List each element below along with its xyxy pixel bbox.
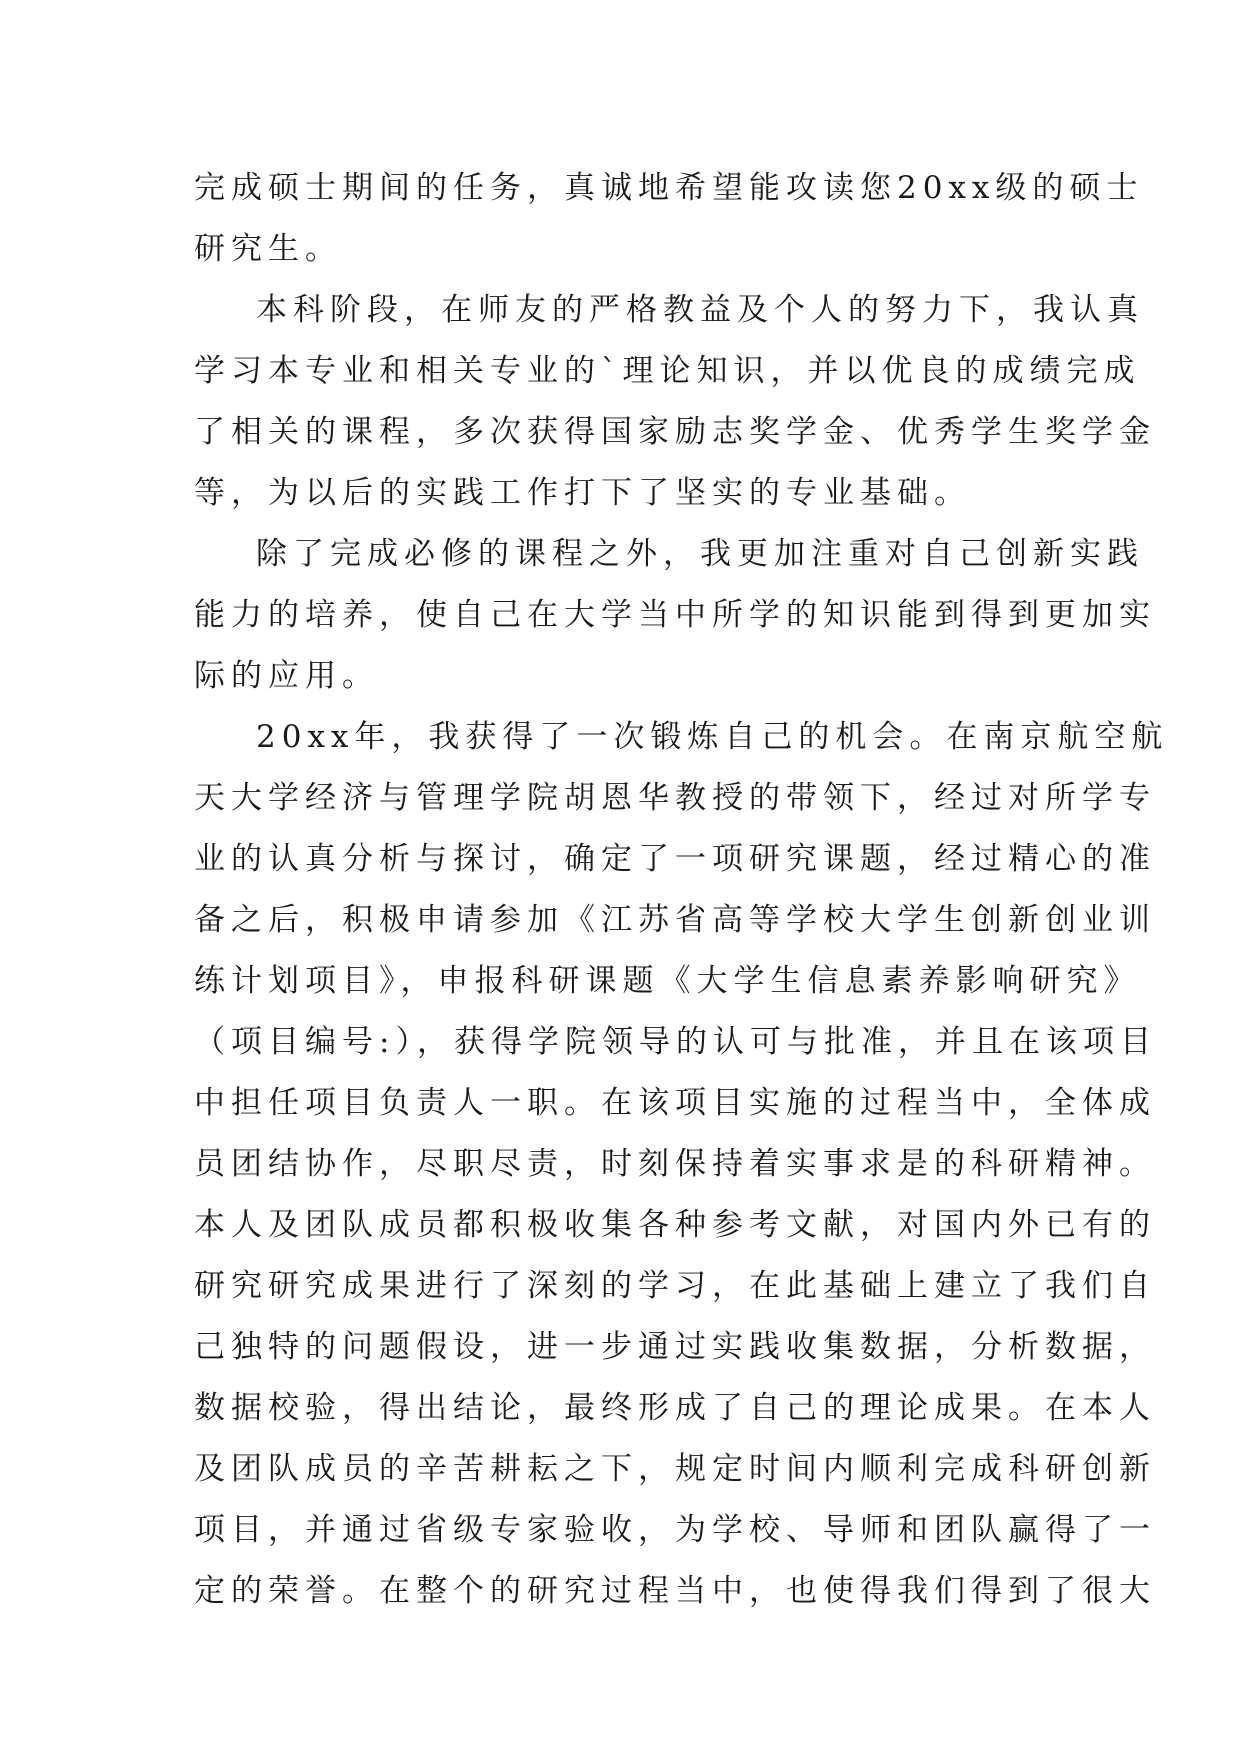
text-line: 了相关的课程，多次获得国家励志奖学金、优秀学生奖学金 [194, 414, 1156, 450]
text-line: 能力的培养，使自己在大学当中所学的知识能到得到更加实 [194, 597, 1156, 633]
text-line: 定的荣誉。在整个的研究过程当中，也使得我们得到了很大 [194, 1573, 1156, 1609]
text-line: 中担任项目负责人一职。在该项目实施的过程当中，全体成 [194, 1085, 1156, 1121]
body-text [194, 158, 1169, 1622]
text-line: 己独特的问题假设，进一步通过实践收集数据，分析数据， [194, 1329, 1156, 1365]
text-line: 业的认真分析与探讨，确定了一项研究课题，经过精心的准 [194, 841, 1156, 877]
text-line: 员团结协作，尽职尽责，时刻保持着实事求是的科研精神。 [194, 1146, 1156, 1182]
text-line: 本人及团队成员都积极收集各种参考文献，对国内外已有的 [194, 1207, 1156, 1243]
text-line: 研究生。 [194, 231, 342, 267]
paragraph-start-line: 本科阶段，在师友的严格教益及个人的努力下，我认真 [256, 292, 1144, 328]
paragraph-start-line: 除了完成必修的课程之外，我更加注重对自己创新实践 [256, 536, 1144, 572]
text-line: 数据校验，得出结论，最终形成了自己的理论成果。在本人 [194, 1390, 1156, 1426]
text-line: 等，为以后的实践工作打下了坚实的专业基础。 [194, 475, 971, 511]
text-line: 备之后，积极申请参加《江苏省高等学校大学生创新创业训 [194, 902, 1156, 938]
text-line: 练计划项目》，申报科研课题《大学生信息素养影响研究》 [194, 963, 1141, 999]
text-line: 完成硕士期间的任务，真诚地希望能攻读您20xx级的硕士 [194, 170, 1144, 206]
paragraph-start-line: 20xx年，我获得了一次锻炼自己的机会。在南京航空航 [256, 719, 1169, 755]
text-line: 天大学经济与管理学院胡恩华教授的带领下，经过对所学专 [194, 780, 1156, 816]
text-line: 及团队成员的辛苦耕耘之下，规定时间内顺利完成科研创新 [194, 1451, 1156, 1487]
text-line: 研究研究成果进行了深刻的学习，在此基础上建立了我们自 [194, 1268, 1156, 1304]
text-line: （项目编号:），获得学院领导的认可与批准，并且在该项目 [194, 1024, 1157, 1060]
text-line: 项目，并通过省级专家验收，为学校、导师和团队赢得了一 [194, 1512, 1156, 1548]
text-line: 际的应用。 [194, 658, 379, 694]
text-line: 学习本专业和相关专业的`理论知识，并以优良的成绩完成 [194, 353, 1141, 389]
